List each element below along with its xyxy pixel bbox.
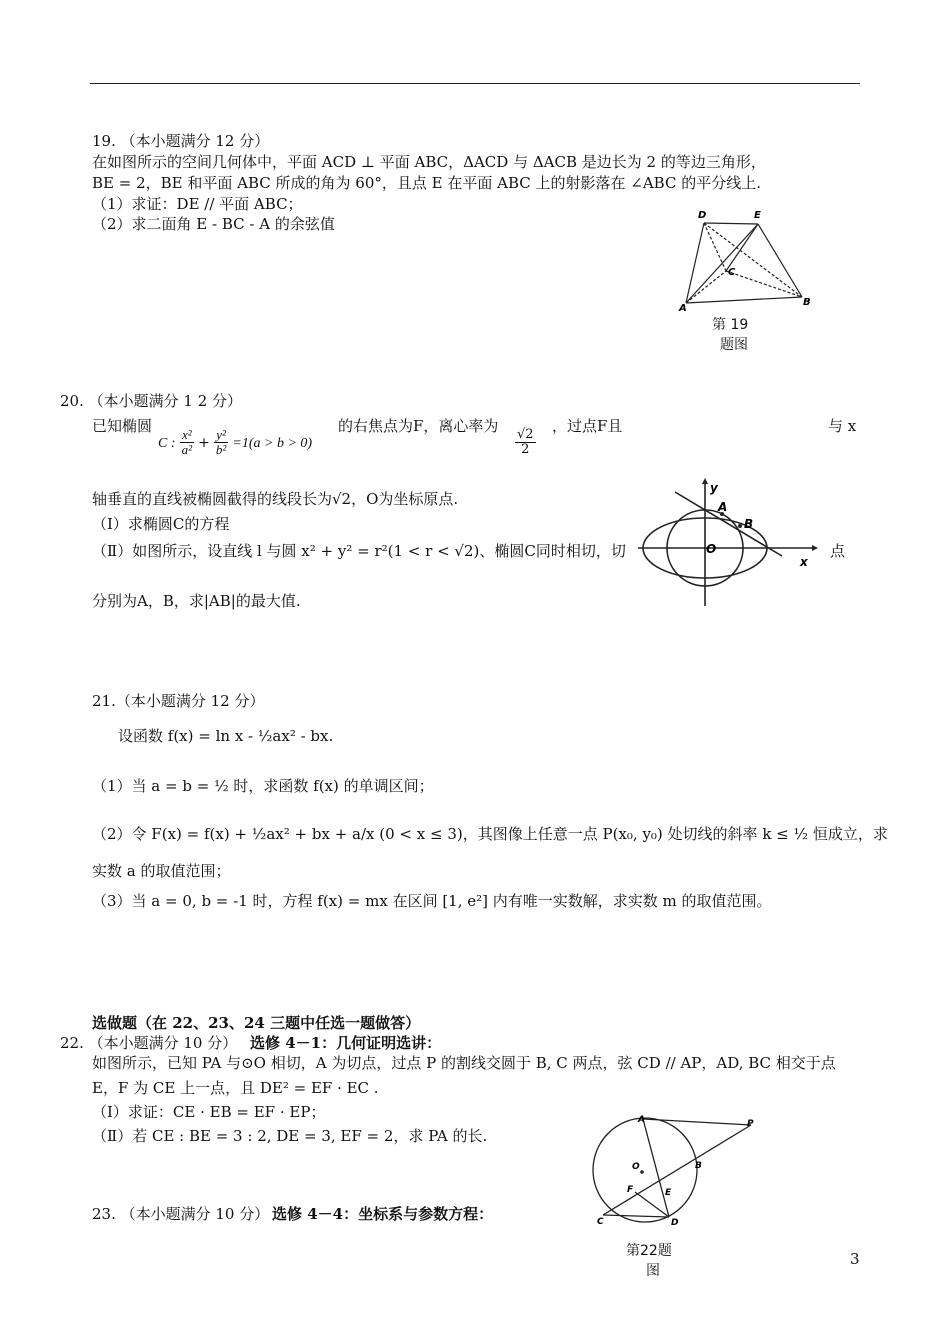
- q20-label-O: O: [706, 542, 717, 556]
- q20-label-A: A: [718, 500, 728, 514]
- q22-figure: [585, 1112, 765, 1232]
- q20-label-y: y: [710, 481, 718, 495]
- q22-header-a: 22. （本小题满分 10 分）: [60, 1034, 238, 1052]
- q20-eq-x: x²: [181, 427, 192, 442]
- q19-label-E: E: [754, 210, 761, 221]
- q20-last-line: 分别为A，B，求|AB|的最大值.: [92, 592, 301, 610]
- q19-label-A: A: [679, 303, 687, 314]
- q22-part1: （Ⅰ）求证：CE · EB = EF · EP；: [92, 1103, 326, 1121]
- q19-part1: （1）求证：DE // 平面 ABC；: [92, 195, 303, 213]
- page-number: 3: [850, 1250, 860, 1268]
- q22-label-C: C: [597, 1217, 604, 1227]
- q19-part2: （2）求二面角 E - BC - A 的余弦值: [92, 215, 335, 233]
- q23-header-a: 23. （本小题满分 10 分）: [92, 1205, 270, 1223]
- q22-caption-1: 第22题: [626, 1243, 672, 1259]
- q22-header-b: 选修 4－1：几何证明选讲：: [250, 1034, 442, 1052]
- q19-figure: [676, 205, 816, 315]
- q20-line1-b: 的右焦点为F，离心率为: [338, 417, 499, 435]
- q22-label-F: F: [627, 1185, 634, 1195]
- q20-line1-d: 与 x: [828, 417, 857, 435]
- q20-eccentricity: [515, 428, 536, 458]
- q20-ecc-den: 2: [521, 442, 530, 458]
- q21-header: 21.（本小题满分 12 分）: [92, 692, 265, 710]
- q20-part1: （Ⅰ）求椭圆C的方程: [92, 515, 230, 533]
- header-rule: [90, 83, 860, 84]
- q19-caption-2: 题图: [720, 337, 748, 353]
- q22-label-B: B: [695, 1161, 702, 1171]
- q20-header: 20. （本小题满分 1 2 分）: [60, 392, 243, 410]
- q22-line1: 如图所示，已知 PA 与⊙O 相切，A 为切点，过点 P 的割线交圆于 B, C 两点，弦 CD // AP，AD, BC 相交于点: [92, 1054, 836, 1072]
- q23-header-b: 选修 4－4：坐标系与参数方程：: [272, 1205, 494, 1223]
- q21-part2-a: （2）令 F(x) = f(x) + ½ax² + bx + a/x (0 < x ≤ 3)，其图像上任意一点 P(x₀, y₀) 处切线的斜率 k ≤ ½ 恒成立，求: [92, 825, 888, 843]
- q21-def: 设函数 f(x) = ln x - ½ax² - bx.: [118, 727, 334, 745]
- q20-part2-a: （Ⅱ）如图所示，设直线 l 与圆 x² + y² = r²(1 < r < √2)、椭圆C同时相切，切: [92, 542, 626, 560]
- q20-eq-b: b²: [215, 442, 227, 458]
- q20-label-B: B: [744, 517, 754, 531]
- q20-part2-b: 点: [830, 542, 846, 560]
- q22-caption-2: 图: [646, 1263, 660, 1279]
- q19-line2: BE = 2，BE 和平面 ABC 所成的角为 60°，且点 E 在平面 ABC 上的射影落在 ∠ABC 的平分线上.: [92, 174, 761, 192]
- q22-label-E: E: [665, 1188, 672, 1198]
- q22-label-O: O: [632, 1162, 640, 1172]
- q20-line2: 轴垂直的直线被椭圆截得的线段长为√2，O为坐标原点.: [92, 490, 459, 508]
- q19-header: 19. （本小题满分 12 分）: [92, 132, 270, 150]
- q20-ellipse-eq: C : $\frac{\text{x²}}{\text{a²}}$ + $\frac{\text{y²}}{\text{b²}}$ =1(a > b > 0): [158, 427, 313, 458]
- q21-part2-b: 实数 a 的取值范围；: [92, 862, 231, 880]
- q20-figure: [630, 478, 820, 613]
- q19-label-B: B: [803, 297, 811, 308]
- q22-label-D: D: [671, 1218, 679, 1228]
- q22-label-A: A: [638, 1115, 645, 1125]
- q20-eq-a: a²: [181, 442, 192, 458]
- q19-label-D: D: [698, 210, 707, 221]
- q20-ecc-num: √2: [517, 427, 534, 442]
- q19-caption-1: 第 19: [712, 317, 749, 333]
- q19-line1: 在如图所示的空间几何体中，平面 ACD ⊥ 平面 ABC，ΔACD 与 ΔACB 是边长为 2 的等边三角形，: [92, 153, 766, 171]
- q22-label-P: P: [747, 1119, 754, 1129]
- q20-line1-c: ，过点F且: [552, 417, 623, 435]
- q22-part2: （Ⅱ）若 CE : BE = 3 : 2, DE = 3, EF = 2，求 PA 的长.: [92, 1127, 488, 1145]
- q20-eq-tail: =1(a > b > 0): [232, 435, 313, 451]
- q19-label-C: C: [728, 267, 736, 278]
- q20-label-x: x: [800, 555, 808, 569]
- q21-part1: （1）当 a = b = ½ 时，求函数 f(x) 的单调区间；: [92, 777, 434, 795]
- q20-eq-y: y²: [216, 427, 226, 442]
- q22-line2: E，F 为 CE 上一点，且 DE² = EF · EC .: [92, 1079, 379, 1097]
- q21-part3: （3）当 a = 0, b = -1 时，方程 f(x) = mx 在区间 [1, e²] 内有唯一实数解，求实数 m 的取值范围。: [92, 892, 772, 910]
- elective-title: 选做题（在 22、23、24 三题中任选一题做答）: [92, 1014, 421, 1032]
- q20-line1-a: 已知椭圆: [92, 417, 153, 435]
- q20-eq-c: C :: [158, 435, 176, 451]
